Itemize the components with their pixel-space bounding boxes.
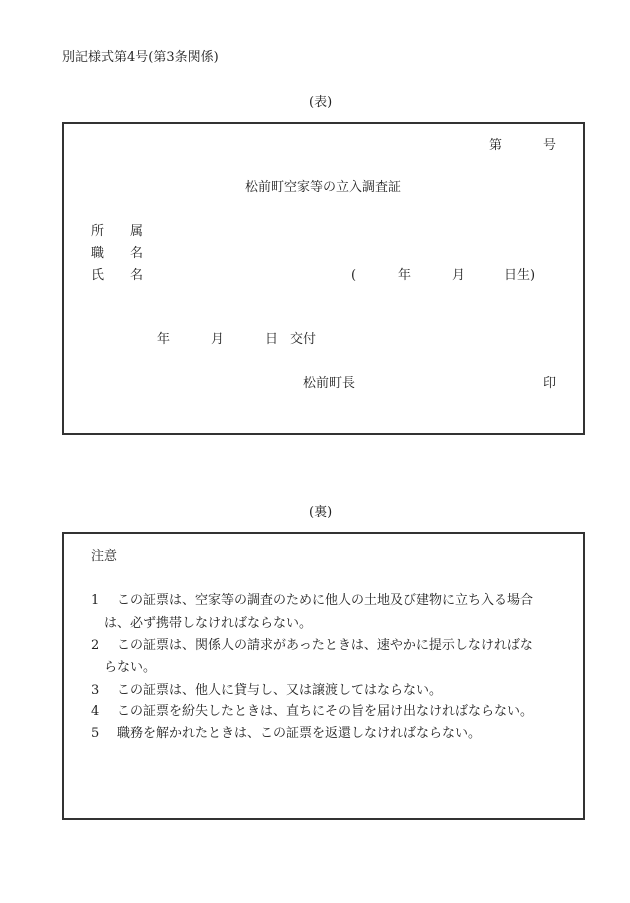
back-card [62,532,585,820]
note-number: 2 [91,638,100,653]
note-text: 職務を解かれたときは、この証票を返還しなければならない。 [117,726,482,741]
field-name-char1: 氏 [91,268,105,283]
note-text: この証票は、関係人の請求があったときは、速やかに提示しなければな [117,638,533,653]
birth-open-paren: ( [351,268,357,283]
card-title: 松前町空家等の立入調査証 [245,180,402,195]
field-position-char1: 職 [91,246,105,261]
field-name-char2: 名 [130,268,144,283]
front-side-label: (表) [309,95,333,110]
issue-day: 日 [265,332,279,347]
back-side-label: (裏) [309,505,333,520]
seal-mark: 印 [543,376,557,391]
issue-label: 交付 [290,332,317,347]
note-number: 5 [91,726,100,741]
field-affiliation-char1: 所 [91,224,105,239]
note-text-continued: は、必ず携帯しなければならない。 [104,616,313,631]
field-affiliation-char2: 属 [130,224,144,239]
note-number: 4 [91,704,100,719]
note-text: この証票を紛失したときは、直ちにその旨を届け出なければならない。 [117,704,534,719]
note-text: この証票は、他人に貸与し、又は譲渡してはならない。 [117,683,443,698]
form-number: 別記様式第4号(第3条関係) [62,50,219,65]
issue-year: 年 [157,332,171,347]
note-number: 3 [91,683,100,698]
number-suffix: 号 [543,138,557,153]
field-position-char2: 名 [130,246,144,261]
note-number: 1 [91,593,100,608]
birth-month: 月 [452,268,466,283]
birth-day: 日生) [504,268,536,283]
issue-month: 月 [211,332,225,347]
birth-year: 年 [398,268,412,283]
notes-title: 注意 [91,549,118,564]
number-prefix: 第 [489,138,503,153]
issuer-name: 松前町長 [303,376,356,391]
note-text: この証票は、空家等の調査のために他人の土地及び建物に立ち入る場合 [117,593,534,608]
note-text-continued: らない。 [104,660,157,675]
